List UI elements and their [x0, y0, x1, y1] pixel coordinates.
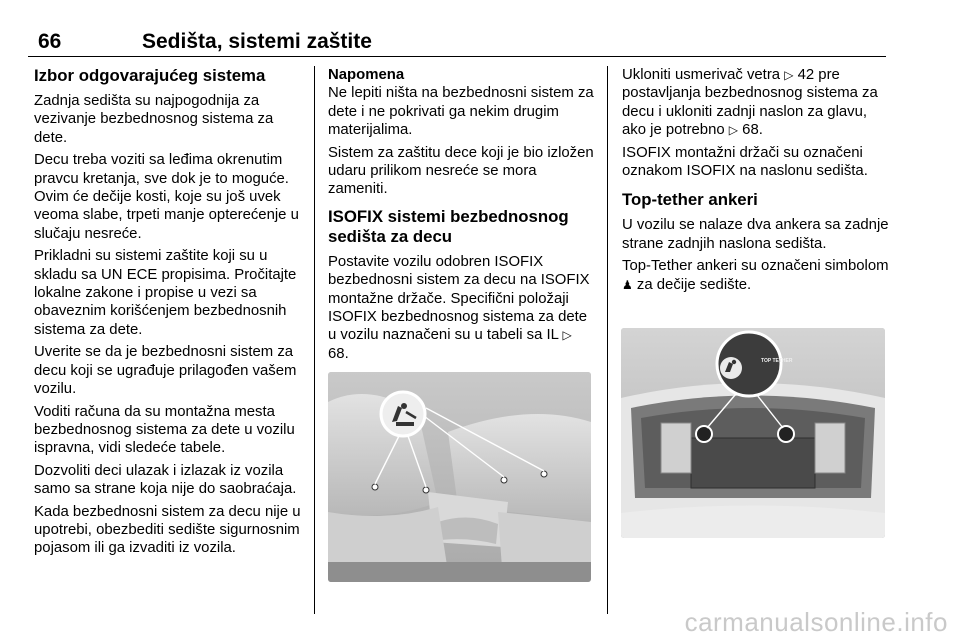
note-paragraph: Ne lepiti ništa na bezbednosni sistem za dete i ne pokrivati ga nekim drugim materijalima. [328, 85, 594, 139]
column-divider [607, 66, 608, 614]
paragraph-text: Top-Tether ankeri su označeni simbolom [622, 258, 889, 275]
top-tether-label: TOP TETHER [761, 358, 793, 364]
page-ref[interactable]: 68. [328, 345, 349, 362]
chapter-title: Sedišta, sistemi zaštite [142, 30, 372, 53]
child-seat-icon: ♟ [622, 277, 633, 292]
paragraph: Uverite se da je bezbednosni sistem za decu koji se ugrađuje prilagođen vašem vozilu. [34, 344, 297, 398]
top-tether-drawing [621, 328, 885, 538]
paragraph [622, 257, 890, 294]
column-3 [622, 66, 890, 298]
column-divider [314, 66, 315, 614]
top-tether-illustration [621, 328, 885, 538]
paragraph: Kada bezbednosni sistem za decu nije u upotrebi, obezbediti sedište sigurnosnim pojasom ili ga izvaditi iz vozila. [34, 503, 301, 557]
note-paragraph: Sistem za zaštitu dece koji je bio izložen udaru prilikom nesreće se mora zameniti. [328, 144, 594, 198]
note-title: Napomena [328, 67, 405, 83]
section-heading: Izbor odgovarajućeg sistema [34, 66, 266, 85]
paragraph-text: pre postavljanja bezbednosnog sistema za decu i ukloniti zadnji naslon za glavu, ako je potrebno [622, 67, 878, 139]
paragraph: ISOFIX montažni držači su označeni oznakom ISOFIX na naslonu sedišta. [622, 144, 868, 180]
paragraph: Decu treba voziti sa leđima okrenutim pravcu kretanja, sve dok je to moguće. Ovim će dečije kosti, koje su još uvek veoma slabe, trpeti manje opterećenje u slučaju nesreće. [34, 152, 299, 242]
paragraph [328, 253, 596, 363]
paragraph: Prikladni su sistemi zaštite koji su u skladu sa UN ECE propisima. Pročitajte lokalne zakone i propise u vezi sa obaveznim korišćenjem bezbednosnih sistema za dete. [34, 248, 297, 338]
page-number: 66 [38, 30, 62, 53]
isofix-seat-illustration [328, 372, 591, 582]
paragraph-text: Ukloniti usmerivač vetra [622, 67, 785, 83]
paragraph: Dozvoliti deci ulazak i izlazak iz vozila samo sa strane koja nije do saobraćaja. [34, 462, 297, 498]
section-heading: Top-tether ankeri [622, 190, 758, 210]
section-heading: ISOFIX sistemi bezbednosnog sedišta za decu [328, 206, 569, 246]
column-1 [34, 66, 302, 562]
page-ref-arrow-icon: ▷ [728, 123, 739, 138]
paragraph: U vozilu se nalaze dva ankera sa zadnje strane zadnjih naslona sedišta. [622, 217, 889, 252]
page-ref[interactable]: 42 [797, 67, 815, 83]
paragraph-text: za dečije sedište. [632, 276, 752, 293]
page-ref-arrow-icon: ▷ [784, 68, 794, 82]
page-ref-arrow-icon: ▷ [562, 328, 572, 343]
page-ref[interactable]: 68. [742, 122, 763, 139]
page-header [28, 28, 886, 57]
isofix-seat-drawing [328, 372, 591, 582]
paragraph-text: Postavite vozilu odobren ISOFIX bezbednosni sistem za decu na ISOFIX montažne držače. Specifični položaji ISOFIX bezbednosnog sistema za dete u vozilu naznačeni su u tabeli sa IL [328, 253, 590, 344]
paragraph [622, 66, 890, 140]
paragraph: Zadnja sedišta su najpogodnija za vezivanje bezbednosnog sistema za dete. [34, 93, 274, 146]
watermark: carmanualsonline.info [684, 607, 948, 637]
paragraph: Voditi računa da su montažna mesta bezbednosnog sistema za dete u vozilu ispravna, vidi sledeće tabele. [34, 403, 295, 457]
column-2 [328, 66, 596, 367]
